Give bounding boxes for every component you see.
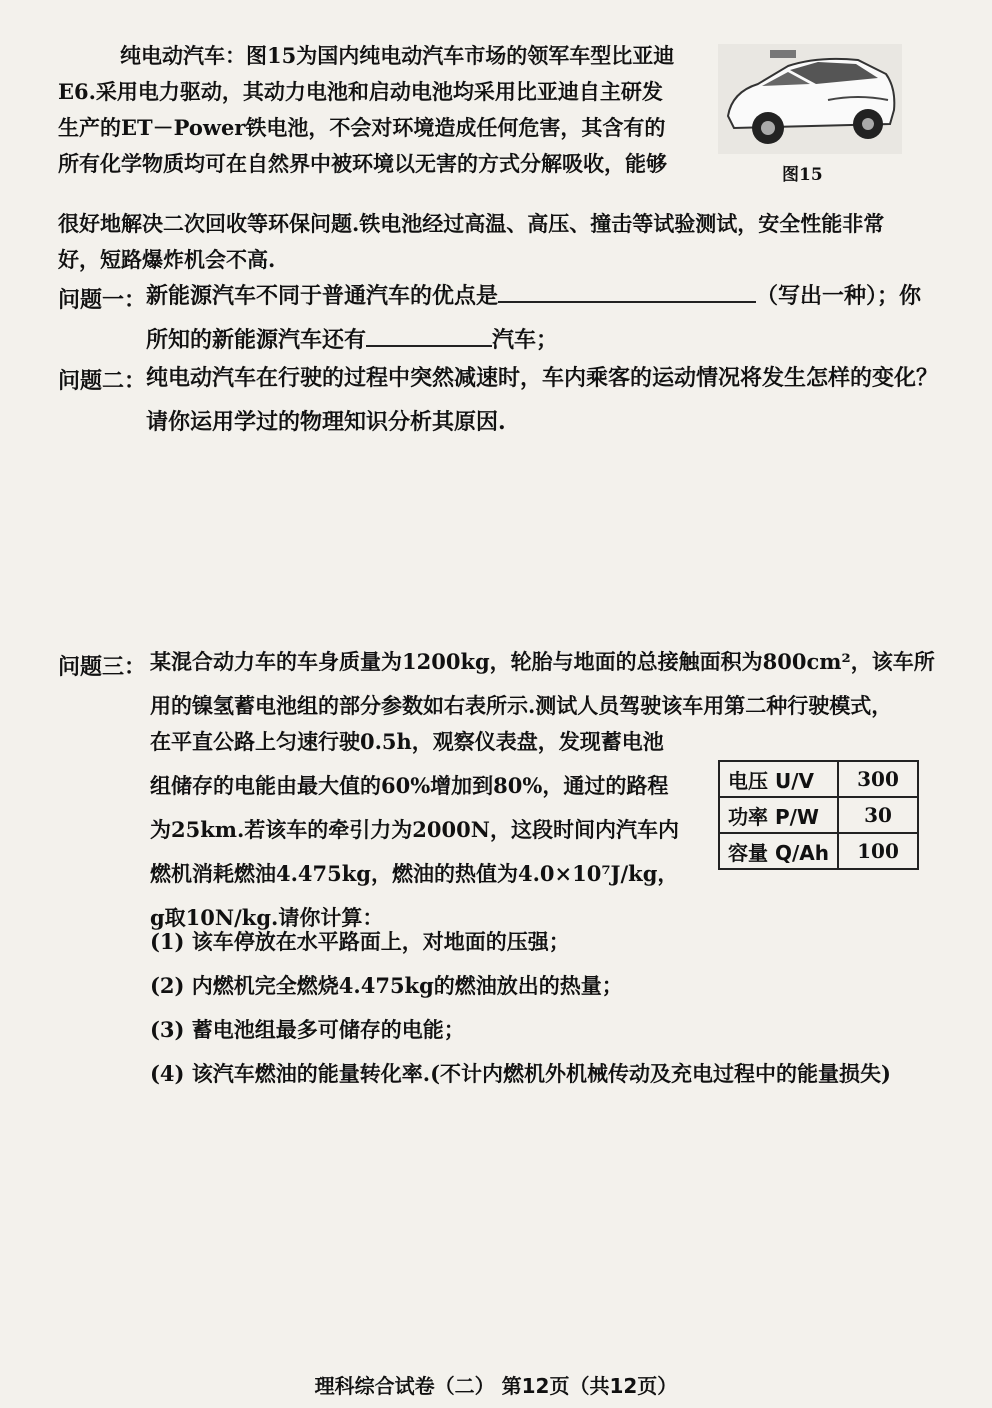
q1-answer-blank-2[interactable] <box>366 321 492 347</box>
intro-paragraph <box>58 38 708 182</box>
q1-body <box>146 274 946 362</box>
q3-subquestions <box>150 920 950 1096</box>
intro-line: E6.采用电力驱动，其动力电池和启动电池均采用比亚迪自主研发 <box>58 79 663 104</box>
q3-line: 燃机消耗燃油4.475kg，燃油的热值为4.0×10⁷J/kg， <box>150 861 679 886</box>
intro-paragraph-continued <box>58 206 948 278</box>
table-cell-label: 容量 Q/Ah <box>719 833 838 869</box>
q3-item: (2) 内燃机完全燃烧4.475kg的燃油放出的热量； <box>150 973 623 998</box>
intro-line: 纯电动汽车：图15为国内纯电动汽车市场的领军车型比亚迪 <box>120 43 675 68</box>
table-cell-value: 100 <box>838 833 918 869</box>
table-row <box>719 797 918 833</box>
table-cell-label: 电压 U/V <box>719 761 838 797</box>
intro-line: 生产的ET－Power铁电池，不会对环境造成任何危害，其含有的 <box>58 115 666 140</box>
intro-line: 好，短路爆炸机会不高. <box>58 247 276 272</box>
q3-body <box>150 720 700 940</box>
table-cell-label: 功率 P/W <box>719 797 838 833</box>
q2-label: 问题二： <box>58 368 147 394</box>
q2-line: 纯电动汽车在行驶的过程中突然减速时，车内乘客的运动情况将发生怎样的变化？ <box>146 365 939 391</box>
q3-line: 用的镍氢蓄电池组的部分参数如右表所示.测试人员驾驶该车用第二种行驶模式， <box>150 693 893 718</box>
q3-label: 问题三： <box>58 654 147 680</box>
q3-intro <box>150 640 950 728</box>
q3-line: 组储存的电能由最大值的60%增加到80%，通过的路程 <box>150 773 669 798</box>
battery-params-table <box>718 760 919 870</box>
q3-item: (3) 蓄电池组最多可储存的电能； <box>150 1017 465 1042</box>
q3-item: (4) 该汽车燃油的能量转化率.(不计内燃机外机械传动及充电过程中的能量损失) <box>150 1061 891 1086</box>
q3-line: 在平直公路上匀速行驶0.5h，观察仪表盘，发现蓄电池 <box>150 729 664 754</box>
q1-label: 问题一： <box>58 287 147 313</box>
table-cell-value: 300 <box>838 761 918 797</box>
q1-text: 新能源汽车不同于普通汽车的优点是 <box>146 283 499 309</box>
q2-body <box>146 356 946 444</box>
q3-line: 为25km.若该车的牵引力为2000N，这段时间内汽车内 <box>150 817 679 842</box>
q1-text: （写出一种）；你 <box>756 283 922 309</box>
page-footer: 理科综合试卷（二） 第12页（共12页） <box>314 1374 678 1398</box>
q1-text: 所知的新能源汽车还有 <box>146 327 367 353</box>
table-cell-value: 30 <box>838 797 918 833</box>
table-row <box>719 833 918 869</box>
q2-line: 请你运用学过的物理知识分析其原因. <box>146 409 506 435</box>
q3-line: g取10N/kg.请你计算： <box>150 905 384 930</box>
car-icon <box>718 44 902 154</box>
q1-text: 汽车； <box>492 327 559 353</box>
q1-answer-blank-1[interactable] <box>498 277 756 303</box>
figure-caption: 图15 <box>782 165 823 185</box>
q3-item: (1) 该车停放在水平路面上，对地面的压强； <box>150 929 570 954</box>
q3-line: 某混合动力车的车身质量为1200kg，轮胎与地面的总接触面积为800cm²，该车所 <box>150 649 935 674</box>
table-row <box>719 761 918 797</box>
intro-line: 很好地解决二次回收等环保问题.铁电池经过高温、高压、撞击等试验测试，安全性能非常 <box>58 211 885 236</box>
intro-line: 所有化学物质均可在自然界中被环境以无害的方式分解吸收，能够 <box>58 151 667 176</box>
